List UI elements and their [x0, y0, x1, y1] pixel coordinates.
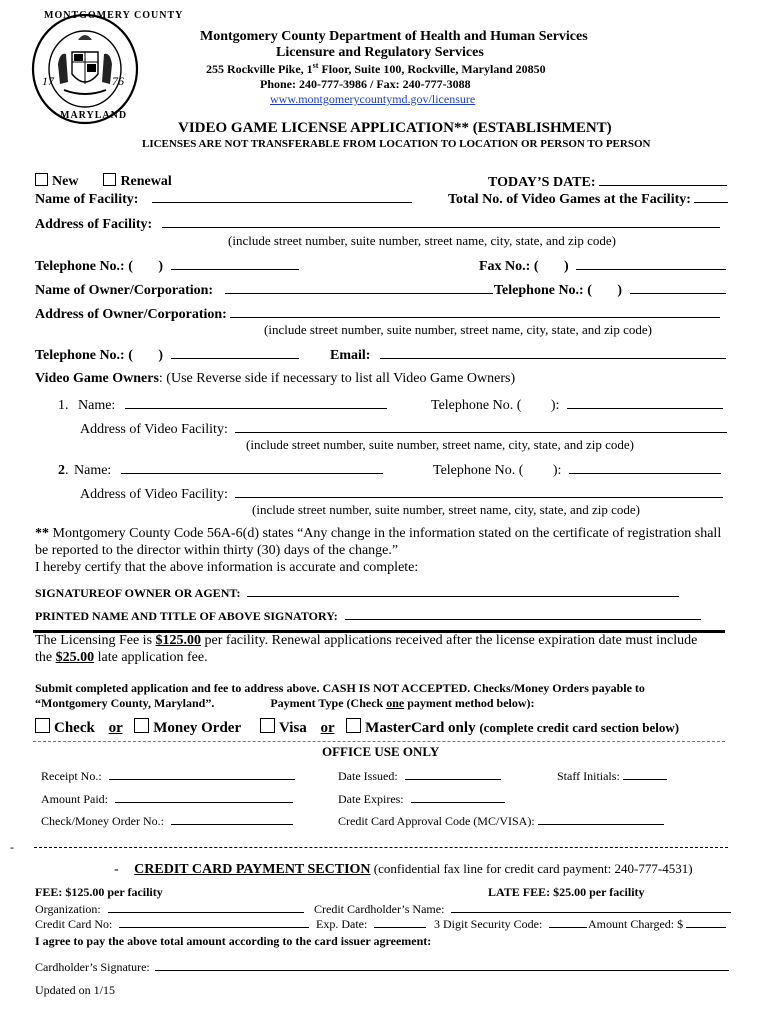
security-code-label: 3 Digit Security Code:	[434, 917, 543, 931]
date-expires-label: Date Expires:	[338, 792, 404, 806]
renewal-checkbox[interactable]	[103, 173, 116, 186]
code-line-2: be reported to the director within thirty (30) days of the change.”	[35, 543, 399, 558]
address-part-1: 255 Rockville Pike, 1	[206, 62, 313, 76]
owner1-phone-field	[431, 396, 723, 414]
fee-text-2a: the	[35, 650, 56, 665]
owner2-number: 2	[58, 463, 65, 478]
owner2-tel-input[interactable]	[569, 461, 721, 474]
renewal-label: Renewal	[120, 174, 172, 189]
owner2-address-input[interactable]	[235, 485, 723, 498]
owner-address-field	[35, 305, 720, 323]
credit-late-fee: LATE FEE: $25.00 per facility	[488, 885, 645, 899]
visa-label: Visa	[279, 720, 307, 736]
owner2-tel-label: Telephone No. (	[433, 463, 524, 478]
security-code-field	[434, 915, 587, 932]
owner2-phone-label: Telephone No.: (	[35, 348, 133, 363]
owner2-name-input[interactable]	[121, 461, 383, 474]
or-label-1: or	[108, 720, 123, 736]
date-expires-field	[338, 790, 505, 807]
payment-type-text-a: Payment Type (Check	[270, 696, 387, 710]
payable-to: “Montgomery County, Maryland”.	[35, 696, 215, 710]
owner1-address-input[interactable]	[235, 420, 727, 433]
cardholder-signature-label: Cardholder’s Signature:	[35, 960, 150, 974]
owner-address-input[interactable]	[230, 305, 720, 318]
check-label: Check	[54, 720, 95, 736]
credit-card-title: CREDIT CARD PAYMENT SECTION	[134, 862, 371, 877]
certify-line: I hereby certify that the above information is accurate and complete:	[35, 560, 419, 575]
owner1-name-input[interactable]	[125, 396, 387, 409]
facility-phone-field	[35, 257, 299, 275]
video-owners-note: : (Use Reverse side if necessary to list all Video Game Owners)	[158, 371, 516, 386]
staff-initials-label: Staff Initials:	[557, 769, 620, 783]
seal-bottom-text: MARYLAND	[60, 110, 128, 121]
fee-text-2b: late application fee.	[94, 650, 208, 665]
cc-approval-field	[338, 812, 664, 829]
payment-options	[35, 718, 241, 737]
owner1-number: 1.	[58, 398, 69, 413]
card-no-field	[35, 915, 309, 932]
new-checkbox[interactable]	[35, 173, 48, 186]
money-order-checkbox[interactable]	[134, 718, 149, 733]
signature-label: SIGNATUREOF OWNER OR AGENT:	[35, 586, 241, 600]
fee-line-1	[35, 633, 697, 649]
owner1-phone-input[interactable]	[567, 396, 723, 409]
code-line-1	[35, 526, 721, 542]
header-address	[206, 61, 546, 77]
staff-initials-input[interactable]	[623, 767, 667, 780]
check-no-input[interactable]	[171, 812, 293, 825]
owner-phone-label: Telephone No.: (	[494, 283, 592, 298]
owner1-address-field	[80, 420, 727, 438]
organization-input[interactable]	[108, 900, 304, 913]
cardholder-signature-field	[35, 958, 729, 975]
payment-type-one: one	[386, 696, 405, 710]
amount-paid-label: Amount Paid:	[41, 792, 109, 806]
payment-type-text-c: payment method below):	[404, 696, 535, 710]
printed-name-input[interactable]	[345, 607, 701, 620]
facility-phone-paren: )	[158, 259, 164, 274]
header-url-link[interactable]: www.montgomerycountymd.gov/licensure	[270, 92, 476, 106]
check-no-field	[41, 812, 293, 829]
owner-phone-input[interactable]	[630, 281, 726, 294]
facility-address-input[interactable]	[162, 215, 720, 228]
office-top-rule	[33, 741, 725, 742]
owner1-address-label: Address of Video Facility:	[80, 422, 228, 437]
signature-field	[35, 584, 679, 601]
owner-address-label: Address of Owner/Corporation:	[35, 307, 227, 322]
cardholder-name-input[interactable]	[451, 900, 731, 913]
cut-line	[34, 847, 728, 848]
facility-address-field	[35, 215, 720, 233]
date-issued-label: Date Issued:	[338, 769, 398, 783]
fax-input[interactable]	[576, 257, 726, 270]
cardholder-signature-input[interactable]	[155, 958, 729, 971]
owner-phone-paren: )	[617, 283, 623, 298]
total-games-input[interactable]	[694, 190, 728, 203]
facility-name-input[interactable]	[152, 190, 412, 203]
fax-paren: )	[564, 259, 569, 274]
date-issued-field	[338, 767, 501, 784]
credit-card-heading	[114, 861, 693, 878]
or-label-2: or	[320, 720, 335, 736]
amount-charged-label: Amount Charged: $	[588, 917, 684, 931]
owner-name-input[interactable]	[225, 281, 493, 294]
email-input[interactable]	[380, 346, 726, 359]
form-subtitle: LICENSES ARE NOT TRANSFERABLE FROM LOCATION TO LOCATION OR PERSON TO PERSON	[142, 138, 651, 150]
county-seal-graphic	[30, 12, 140, 126]
amount-paid-input[interactable]	[115, 790, 293, 803]
late-fee-amount: $25.00	[55, 650, 95, 665]
owner2-address-hint: (include street number, suite number, street name, city, state, and zip code)	[252, 502, 640, 517]
organization-label: Organization:	[35, 902, 101, 916]
visa-checkbox[interactable]	[260, 718, 275, 733]
new-checkbox-row	[35, 173, 172, 190]
address-part-2: Floor, Suite 100, Rockville, Maryland 20850	[318, 62, 546, 76]
submit-line-2	[35, 696, 535, 711]
exp-date-input[interactable]	[374, 915, 426, 928]
todays-date-label: TODAY’S DATE:	[488, 175, 596, 190]
header-division: Licensure and Regulatory Services	[276, 45, 484, 60]
owner1-phone-label: Telephone No. (	[431, 398, 522, 413]
owner2-tel-field	[433, 461, 721, 479]
mastercard-checkbox[interactable]	[346, 718, 361, 733]
owner1-phone-close: ):	[550, 398, 560, 413]
seal-right-year: 76	[112, 74, 124, 88]
money-order-label: Money Order	[153, 720, 242, 736]
agree-text: I agree to pay the above total amount according to the card issuer agreement:	[35, 934, 432, 948]
address-superscript: st	[312, 61, 319, 70]
owner1-address-hint: (include street number, suite number, street name, city, state, and zip code)	[246, 437, 634, 452]
facility-address-label: Address of Facility:	[35, 217, 153, 232]
receipt-input[interactable]	[109, 767, 295, 780]
facility-address-hint: (include street number, suite number, street name, city, state, and zip code)	[228, 233, 616, 248]
code-stars: **	[35, 526, 49, 541]
cardholder-name-label: Credit Cardholder’s Name:	[314, 902, 445, 916]
owner-name-field	[35, 281, 493, 299]
credit-card-note: (confidential fax line for credit card payment: 240-777-4531)	[370, 861, 693, 876]
security-code-input[interactable]	[549, 915, 587, 928]
cc-note: (complete credit card section below)	[479, 720, 680, 735]
fax-label: Fax No.: (	[479, 259, 539, 274]
card-options	[260, 718, 679, 737]
form-title: VIDEO GAME LICENSE APPLICATION** (ESTABLISHMENT)	[178, 120, 612, 136]
fee-text-1b: per facility. Renewal applications received after the license expiration date must include	[201, 633, 698, 648]
fee-text-1a: The Licensing Fee is	[35, 633, 156, 648]
county-seal	[30, 10, 184, 126]
printed-name-label: PRINTED NAME AND TITLE OF ABOVE SIGNATORY:	[35, 609, 338, 623]
total-games-label: Total No. of Video Games at the Facility:	[448, 192, 691, 207]
check-checkbox[interactable]	[35, 718, 50, 733]
cut-line-dash: -	[10, 840, 14, 854]
date-issued-input[interactable]	[405, 767, 501, 780]
todays-date-input[interactable]	[599, 173, 727, 186]
fax-field	[479, 257, 726, 275]
owner2-name-field: 2. Name:	[58, 461, 383, 479]
video-owners-label: Video Game Owners	[35, 371, 159, 386]
card-no-label: Credit Card No:	[35, 917, 113, 931]
signature-input[interactable]	[247, 584, 679, 597]
code-line-1-text: Montgomery County Code 56A-6(d) states “Any change in the information stated on the certificate of registration shall	[49, 526, 722, 541]
owner1-name-field	[58, 396, 387, 414]
seal-top-text: MONTGOMERY COUNTY	[44, 10, 184, 21]
owner2-phone-input[interactable]	[171, 346, 299, 359]
receipt-field	[41, 767, 295, 784]
owner-name-label: Name of Owner/Corporation:	[35, 283, 214, 298]
exp-date-label: Exp. Date:	[316, 917, 368, 931]
staff-initials-field	[557, 767, 667, 784]
amount-charged-input[interactable]	[686, 915, 726, 928]
facility-phone-label: Telephone No.: (	[35, 259, 133, 274]
owner-address-hint: (include street number, suite number, street name, city, state, and zip code)	[264, 322, 652, 337]
office-use-title: OFFICE USE ONLY	[322, 744, 440, 759]
submit-line-1: Submit completed application and fee to address above. CASH IS NOT ACCEPTED. Checks/Money Orders payable to	[35, 681, 645, 695]
owner1-name-label: Name:	[78, 398, 116, 413]
facility-name-field	[35, 190, 412, 208]
cc-approval-label: Credit Card Approval Code (MC/VISA):	[338, 814, 535, 828]
seal-left-year: 17	[42, 74, 54, 88]
owner2-address-field	[80, 485, 723, 503]
credit-heading-dash: -	[114, 862, 119, 877]
fee-amount: $125.00	[155, 633, 202, 648]
facility-phone-input[interactable]	[171, 257, 299, 270]
mastercard-label: MasterCard only	[365, 720, 476, 736]
amount-paid-field	[41, 790, 293, 807]
video-owners-heading	[35, 371, 515, 387]
owner2-address-label: Address of Video Facility:	[80, 487, 228, 502]
owner-phone-field	[494, 281, 726, 299]
amount-charged-field	[588, 915, 726, 932]
owner2-phone-paren: )	[158, 348, 164, 363]
owner2-tel-close: ):	[552, 463, 562, 478]
total-games-field	[448, 190, 728, 208]
receipt-label: Receipt No.:	[41, 769, 102, 783]
email-field	[330, 346, 726, 364]
email-label: Email:	[330, 348, 371, 363]
card-no-input[interactable]	[119, 915, 309, 928]
cc-approval-input[interactable]	[538, 812, 664, 825]
header-phone: Phone: 240-777-3986 / Fax: 240-777-3088	[260, 77, 471, 91]
todays-date-field	[488, 173, 727, 191]
facility-name-label: Name of Facility:	[35, 192, 139, 207]
new-label: New	[52, 174, 79, 189]
date-expires-input[interactable]	[411, 790, 505, 803]
updated-date: Updated on 1/15	[35, 983, 115, 997]
exp-date-field	[316, 915, 426, 932]
owner2-phone-field	[35, 346, 299, 364]
printed-name-field	[35, 607, 701, 624]
owner2-name-label: Name:	[74, 463, 112, 478]
header-dept: Montgomery County Department of Health and Human Services	[200, 29, 588, 44]
credit-fee: FEE: $125.00 per facility	[35, 885, 163, 899]
fee-line-2	[35, 650, 208, 666]
check-no-label: Check/Money Order No.:	[41, 814, 164, 828]
